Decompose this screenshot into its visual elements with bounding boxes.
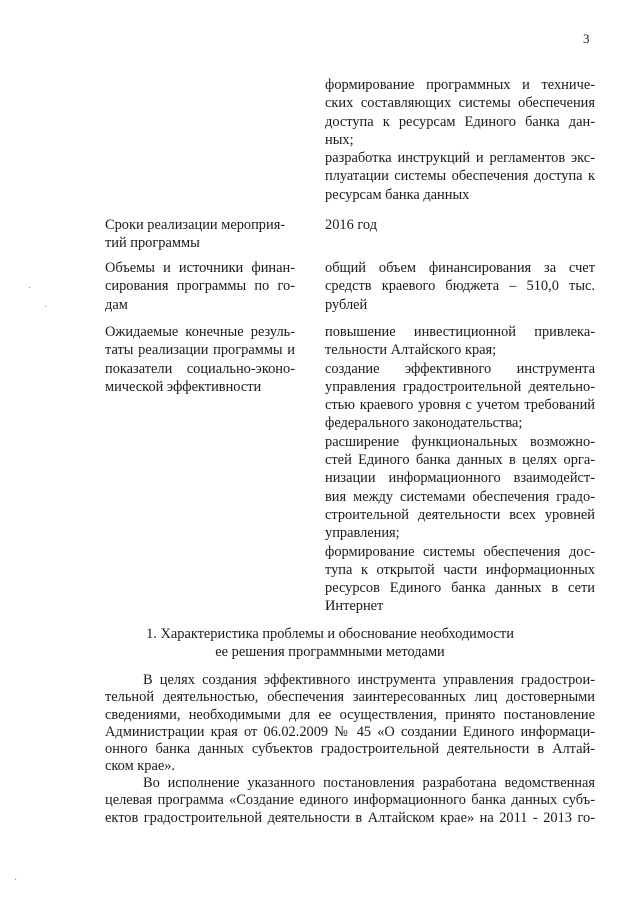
row-value [325, 216, 595, 234]
text-line: 1. Характеристика проблемы и обоснование необходимости [146, 626, 514, 642]
text-line: тупа к открытой части информационных [325, 561, 595, 578]
text-line: расширение функциональных возможно- [325, 433, 595, 450]
section-title [120, 625, 540, 661]
text-line: тий программы [105, 235, 200, 252]
text-line: ресурсов Единого банка данных в сети [325, 580, 595, 597]
text-line: федерального законодательства; [325, 415, 523, 432]
text-line: Ожидаемые конечные резуль- [105, 324, 295, 340]
row-value [325, 323, 595, 616]
text-line: общий объем финансирования за счет [325, 260, 595, 276]
text-line: управления градостроительной деятельно- [325, 378, 595, 395]
text-line: ных; [325, 131, 354, 148]
text-line: Объемы и источники финан- [105, 260, 295, 276]
text-line: таты реализации программы и [105, 342, 295, 359]
scan-dot: · [28, 283, 32, 294]
text-line: формирование системы обеспечения дос- [325, 543, 595, 560]
text-line: ских составляющих системы обеспечения [325, 95, 595, 112]
text-line: повышение инвестиционной привлека- [325, 324, 595, 340]
row-label [105, 216, 295, 253]
text-line: средств краевого бюджета – 510,0 тыс. [325, 278, 595, 295]
text-line: стью краевого уровня с учетом требований [325, 397, 595, 414]
text-line: плуатации системы обеспечения доступа к [325, 168, 595, 185]
row-value [325, 259, 595, 314]
text-line: Интернет [325, 598, 384, 615]
text-line: онного банка данных субъектов градостроительной деятельности в Алтай- [105, 741, 595, 758]
text-line: ском крае». [105, 758, 176, 775]
text-line: целевая программа «Создание единого информационного банка данных субъ- [105, 792, 595, 809]
text-line: сведениями, необходимыми для ее осуществления, принято постановление [105, 706, 595, 723]
paragraph-1 [105, 672, 595, 776]
text-line: тельной деятельностью, обеспечения заинтересованных лиц достоверными [105, 689, 595, 706]
text-line: стей Единого банка данных в целях орга- [325, 452, 595, 469]
text-line: ее решения программными методами [215, 644, 445, 660]
continuation-text [325, 76, 595, 204]
text-line: вия между системами обеспечения градо- [325, 488, 595, 505]
text-line: Сроки реализации мероприя- [105, 217, 286, 233]
text-line: ресурсам банка данных [325, 186, 470, 203]
text-line: тельности Алтайского края; [325, 342, 497, 359]
text-line: низации информационного взаимодейст- [325, 470, 595, 487]
text-line: сирования программы по го- [105, 278, 295, 295]
text-line: дам [105, 296, 128, 313]
page-number: 3 [583, 31, 590, 46]
text-line: создание эффективного инструмента [325, 360, 595, 377]
row-label [105, 259, 295, 314]
text-line: мической эффективности [105, 378, 262, 395]
text-line: управления; [325, 525, 400, 542]
scan-dot: · [14, 875, 18, 886]
text-line: рублей [325, 296, 368, 313]
text-line: Во исполнение указанного постановления разработана ведомственная [143, 775, 595, 791]
scan-dot: · [44, 302, 48, 313]
text-line: показатели социально-эконо- [105, 360, 295, 377]
text-line: В целях создания эффективного инструмента управления градострои- [143, 672, 595, 688]
text-line: ектов градостроительной деятельности в Алтайском крае» на 2011 - 2013 го- [105, 809, 595, 826]
row-label [105, 323, 295, 396]
paragraph-2 [105, 775, 595, 827]
text-line: строительной деятельности всех уровней [325, 506, 595, 523]
text-line: Администрации края от 06.02.2009 № 45 «О создании Единого информаци- [105, 723, 595, 740]
text-line: доступа к ресурсам Единого банка дан- [325, 113, 595, 130]
text-line: 2016 год [325, 217, 378, 233]
text-line: формирование программных и техниче- [325, 77, 595, 93]
text-line: разработка инструкций и регламентов экс- [325, 150, 595, 167]
